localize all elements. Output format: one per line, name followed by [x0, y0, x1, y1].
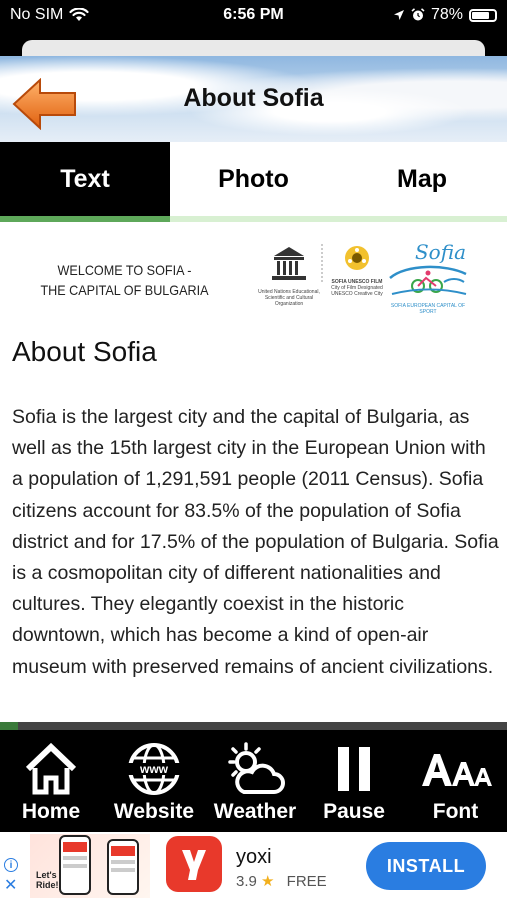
ad-image-text: Let's Ride!	[36, 870, 59, 890]
content-scroll[interactable]	[0, 222, 507, 726]
tab-bar	[0, 142, 507, 222]
website-label: Website	[113, 800, 195, 823]
battery-icon	[469, 9, 497, 22]
home-label: Home	[21, 800, 81, 823]
cyclist-swimmer-icon	[386, 264, 470, 298]
sport-caption: SOFIA EUROPEAN CAPITAL OF SPORT	[390, 303, 466, 315]
film-caption: City of Film Designated UNESCO Creative City	[331, 285, 383, 297]
location-arrow-icon	[393, 9, 405, 21]
weather-button[interactable]	[206, 730, 304, 832]
star-icon: ★	[261, 873, 275, 890]
sport-logo-wordmark: Sofia	[414, 240, 466, 264]
ad-image	[30, 834, 150, 898]
alarm-clock-icon	[411, 8, 425, 22]
welcome-text	[30, 260, 219, 300]
welcome-banner	[0, 232, 507, 320]
font-size-icon	[420, 742, 492, 796]
globe-www-icon	[125, 742, 183, 796]
font-button[interactable]	[404, 730, 507, 832]
home-icon	[24, 742, 78, 796]
tab-text[interactable]: Text	[0, 142, 170, 216]
status-bar	[0, 0, 507, 32]
svg-text:www: www	[139, 762, 169, 776]
page-title: About Sofia	[183, 84, 324, 112]
weather-label: Weather	[213, 800, 297, 823]
welcome-line-2: THE CAPITAL OF BULGARIA	[40, 282, 209, 298]
ad-price: FREE	[286, 873, 327, 890]
ad-banner[interactable]	[0, 832, 507, 900]
ad-info-icon[interactable]: i	[4, 858, 18, 872]
film-logo-text: SOFIA UNESCO FILM	[331, 279, 383, 285]
header	[0, 56, 507, 142]
status-right	[393, 6, 497, 24]
install-button[interactable]: INSTALL	[366, 842, 486, 890]
status-time: 6:56 PM	[223, 6, 284, 23]
film-reel-icon	[328, 244, 386, 274]
scroll-thumb	[0, 722, 18, 730]
ad-close-icon[interactable]: ✕	[4, 877, 18, 894]
yoxi-logo-icon	[166, 836, 222, 892]
pause-button[interactable]	[304, 730, 404, 832]
home-button[interactable]	[0, 730, 102, 832]
ad-app-name: yoxi	[236, 846, 272, 868]
battery-percent: 78%	[430, 6, 463, 23]
unesco-logo	[254, 244, 324, 318]
pause-icon	[332, 744, 376, 794]
font-label: Font	[432, 800, 479, 823]
content-scroll-indicator	[0, 722, 507, 730]
unesco-temple-icon	[254, 244, 324, 284]
ad-rating	[236, 872, 327, 890]
yoxi-logo	[166, 836, 222, 892]
tab-photo[interactable]: Photo	[218, 164, 289, 193]
european-capital-of-sport-logo	[386, 240, 470, 320]
article-title: About Sofia	[12, 336, 157, 367]
pause-label: Pause	[323, 800, 385, 823]
website-button[interactable]	[102, 730, 206, 832]
ad-rating-value: 3.9	[236, 873, 257, 890]
film-city-logo	[328, 244, 386, 318]
unesco-caption: United Nations Educational, Scientific and Cultural Organization	[258, 289, 320, 307]
bottom-toolbar	[0, 730, 507, 832]
sun-cloud-icon	[224, 742, 286, 796]
welcome-line-1: WELCOME TO SOFIA -	[57, 262, 192, 278]
article-body: Sofia is the largest city and the capital of Bulgaria, as well as the 15th largest city in the European Union with a population of 1,291,591 people (2011 Census). Sofia citizens account for 83.5% of the population of Sofia district and for 17.5% of the population of Bulgaria. Sofia is a cosmopolitan city of different nationalities and cultures. They elegantly coexist in the historic downtown, which has become a kind of open-air museum with preserved remains of ancient civilizations.	[12, 406, 499, 678]
carrier-label: No SIM	[10, 6, 64, 23]
tab-map[interactable]: Map	[397, 164, 447, 193]
